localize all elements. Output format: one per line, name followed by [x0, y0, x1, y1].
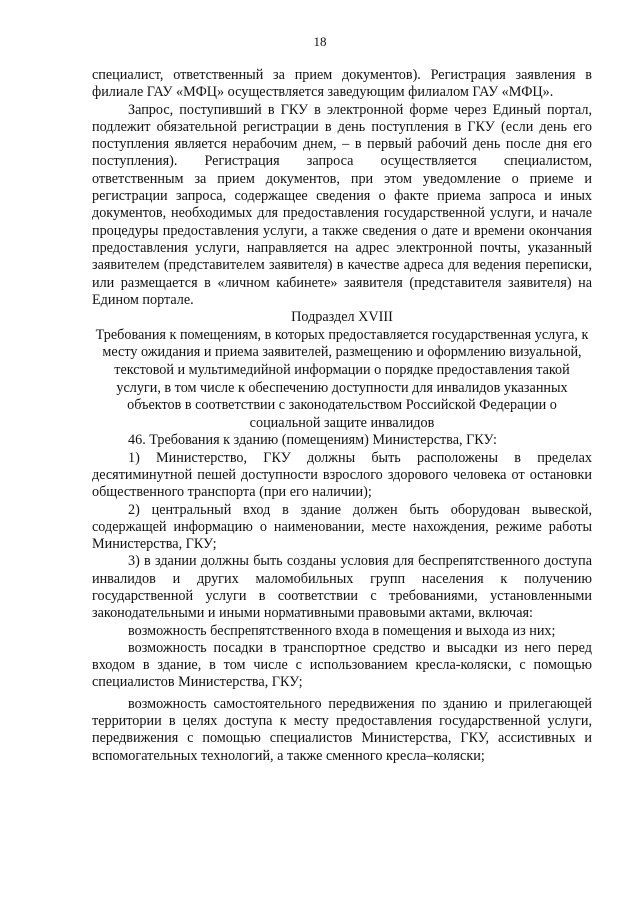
section-46-item-2: 2) центральный вход в здание должен быть оборудован вывеской, содержащей информацию о наименовании, месте нахождения, режиме работы Министерства, ГКУ;	[92, 501, 592, 553]
subsection-title: Подраздел XVIII	[291, 309, 393, 326]
section-46-item-1: 1) Министерство, ГКУ должны быть расположены в пределах десятиминутной пешей доступности взрослого здорового человека от остановки общественного транспорта (при его наличии);	[92, 449, 592, 501]
paragraph-request-registration: Запрос, поступивший в ГКУ в электронной форме через Единый портал, подлежит обязательной регистрации в день поступления в ГКУ (если день его поступления является нерабочим днем, – в первый рабочий день после дня его поступления). Регистрация запроса осуществляется специалистом, ответственным за прием документов, при этом уведомление о приеме и регистрации запроса, содержащее сведения о факте приема запроса и иных документов, необходимых для предоставления государственной услуги, и начале процедуры предоставления услуги, а также сведения о дате и времени окончания предоставления услуги, направляется на адрес электронной почты, указанный заявителем (представителем заявителя) в качестве адреса для ведения переписки, или размещается в «личном кабинете» заявителя (представителя заявителя) на Едином портале.	[92, 101, 592, 308]
section-46-intro: 46. Требования к зданию (помещениям) Министерства, ГКУ:	[128, 432, 497, 449]
section-46-subitem-2: возможность посадки в транспортное средство и высадки из него перед входом в здание, в том числе с использованием кресла-коляски, с помощью специалистов Министерства, ГКУ;	[92, 639, 592, 691]
section-46-subitem-1: возможность беспрепятственного входа в помещения и выхода из них;	[128, 622, 556, 639]
section-46-item-3: 3) в здании должны быть созданы условия для беспрепятственного доступа инвалидов и других маломобильных групп населения к получению государственной услуги в соответствии с требованиями, установленными законодательными и иными нормативными правовыми актами, включая:	[92, 553, 592, 622]
section-46-subitem-3: возможность самостоятельного передвижения по зданию и прилегающей территории в целях доступа к месту предоставления государственной услуги, передвижения с помощью специалистов Министерства, ГКУ, ассистивных и вспомогательных технологий, а также сменного кресла–коляски;	[92, 695, 592, 764]
subsection-heading: Требования к помещениям, в которых предоставляется государственная услуга, к месту ожидания и приема заявителей, размещению и оформлению визуальной, текстовой и мультимедийной информации о порядке предоставления такой услуги, в том числе к обеспечению доступности для инвалидов указанных объектов в соответствии с законодательством Российской Федерации о социальной защите инвалидов	[95, 326, 589, 431]
document-body	[92, 67, 592, 765]
paragraph-continuation: специалист, ответственный за прием документов). Регистрация заявления в филиале ГАУ «МФЦ» осуществляется заведующим филиалом ГАУ «МФЦ».	[92, 67, 592, 101]
page-number: 18	[313, 34, 327, 49]
